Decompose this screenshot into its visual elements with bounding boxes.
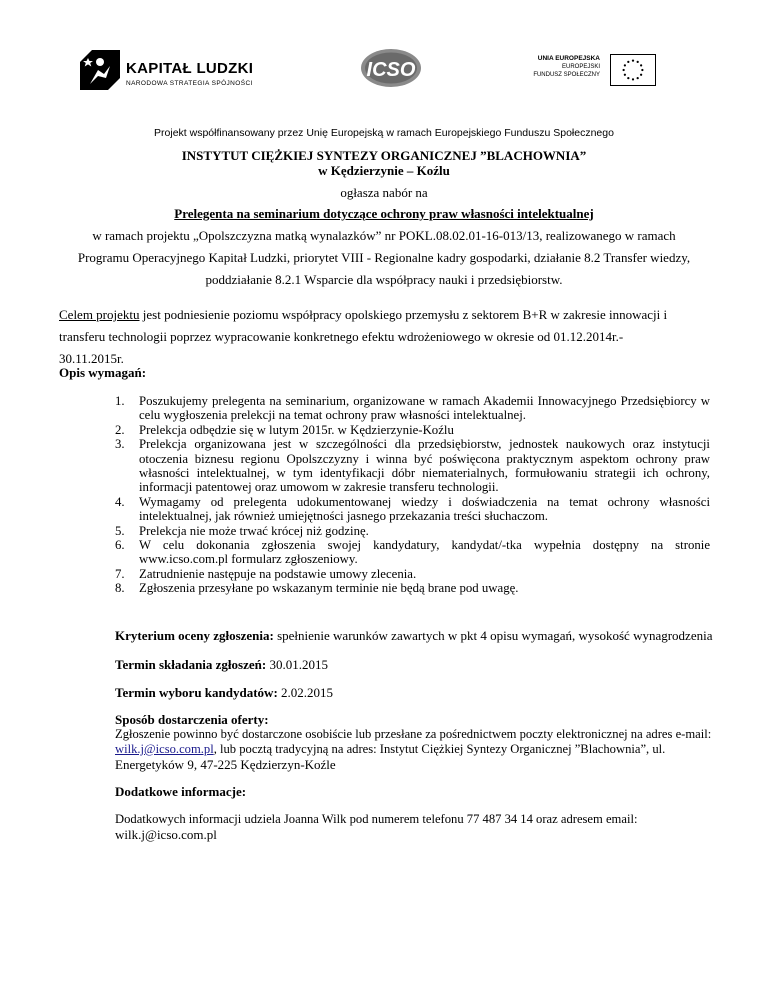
delivery-email-link[interactable]: wilk.j@icso.com.pl [115, 742, 214, 756]
eu-star [623, 69, 625, 71]
deadline-submit-line [115, 657, 328, 672]
additional-heading: Dodatkowe informacje: [115, 784, 247, 799]
eu-star [640, 64, 642, 66]
eu-star [637, 61, 639, 63]
goal-text-1: jest podniesienie poziomu współpracy opolskiego przemysłu z sektorem B+R w zakresie innowacji i [139, 307, 668, 322]
deadline-submit-value: 30.01.2015 [266, 657, 328, 672]
kapital-ludzki-logo [78, 48, 263, 92]
list-item: 6. W celu dokonania zgłoszenia swojej kandydatury, kandydat/-tka wypełnia dostępny na stronie www.icso.com.pl formularz zgłoszeniowy. [115, 538, 710, 567]
delivery-line-3: Energetyków 9, 47-225 Kędzierzyn-Koźle [115, 757, 336, 772]
criteria-line [115, 628, 712, 643]
list-item: 4. Wymagamy od prelegenta udokumentowanej wiedzy i doświadczenia na temat ochrony własności intelektualnej, jak również umiejętności jasnego przekazania treści słuchaczom. [115, 494, 710, 524]
project-line-1: w ramach projektu „Opolszczyzna matką wynalazków” nr POKL.08.02.01-16-013/13, realizowanego w ramach [92, 228, 676, 243]
list-item: 2. Prelekcja odbędzie się w lutym 2015r. w Kędzierzynie-Koźlu [115, 422, 454, 437]
eu-star [627, 77, 629, 79]
list-item: 8. Zgłoszenia przesyłane po wskazanym terminie nie będą brane pod uwagę. [115, 581, 519, 596]
delivery-line-1: Zgłoszenie powinno być dostarczone osobiście lub przesłane za pośrednictwem poczty elektronicznej na adres e-mail: [115, 727, 712, 741]
institute-location: w Kędzierzynie – Koźlu [318, 163, 450, 178]
deadline-select-line [115, 685, 333, 700]
goal-line-1 [59, 307, 667, 322]
eu-star [637, 77, 639, 79]
additional-line-1: Dodatkowych informacji udziela Joanna Wilk pod numerem telefonu 77 487 34 14 oraz adresem email: [115, 812, 638, 826]
project-line-3: poddziałanie 8.2.1 Wsparcie dla współpracy nauki i przedsiębiorstw. [205, 272, 563, 287]
deadline-select-label: Termin wyboru kandydatów: [115, 685, 278, 700]
position-title: Prelegenta na seminarium dotyczące ochrony praw własności intelektualnej [174, 206, 594, 221]
requirements-list [115, 394, 710, 596]
eu-star [624, 74, 626, 76]
criteria-label: Kryterium oceny zgłoszenia: [115, 628, 274, 643]
eu-star [640, 74, 642, 76]
eu-star [627, 61, 629, 63]
eu-line-1: UNIA EUROPEJSKA [537, 55, 600, 62]
list-item: 3. Prelekcja organizowana jest w szczególności dla przedsiębiorstw, jednostek naukowych oraz instytucji otoczenia biznesu regionu Opolszczyzny i winna być poświęcona praktycznym aspektom ochrony praw własności intelektualnej, w tym identyfikacji dóbr niematerialnych, formułowaniu strategii ich ochrony, informacji patentowej oraz umowom w zakresie transferu technologii. [115, 437, 710, 495]
criteria-value: spełnienie warunków zawartych w pkt 4 opisu wymagań, wysokość wynagrodzenia [273, 628, 713, 643]
eu-logo-text [533, 55, 600, 79]
eu-star [632, 60, 634, 62]
kapital-ludzki-subtitle: NARODOWA STRATEGIA SPÓJNOŚCI [126, 80, 253, 87]
institute-name: INSTYTUT CIĘŻKIEJ SYNTEZY ORGANICZNEJ ”BLACHOWNIA” [181, 148, 587, 163]
funding-note: Projekt współfinansowany przez Unię Europejską w ramach Europejskiego Funduszu Społecznego [154, 127, 614, 139]
delivery-line-2 [115, 742, 665, 757]
kapital-ludzki-emblem-icon [78, 48, 122, 92]
kapital-ludzki-title: KAPITAŁ LUDZKI [126, 60, 254, 77]
goal-label: Celem projektu [59, 307, 140, 322]
eu-star [624, 64, 626, 66]
deadline-select-value: 2.02.2015 [277, 685, 334, 700]
goal-line-2: transferu technologii poprzez wypracowanie konkretnego efektu wdrożeniowego w okresie od 01.12.2014r.- [59, 329, 624, 344]
additional-line-2: wilk.j@icso.com.pl [115, 827, 217, 842]
icso-logo-text: ICSO [366, 59, 416, 81]
eu-logo [516, 52, 656, 92]
icso-logo [360, 48, 422, 88]
delivery-heading: Sposób dostarczenia oferty: [115, 712, 269, 727]
eu-line-3: FUNDUSZ SPOŁECZNY [533, 72, 600, 78]
eu-flag-icon [610, 54, 656, 86]
list-item: 1. Poszukujemy prelegenta na seminarium, organizowane w ramach Akademii Innowacyjnego Przedsiębiorcy w celu wygłoszenia prelekcji na temat ochrony praw własności intelektualnej. [115, 394, 710, 423]
list-item: 7. Zatrudnienie następuje na podstawie umowy zlecenia. [115, 566, 417, 581]
requirements-heading: Opis wymagań: [59, 365, 147, 380]
eu-star [641, 69, 643, 71]
project-line-2: Programu Operacyjnego Kapitał Ludzki, priorytet VIII - Regionalne kadry gospodarki, działanie 8.2 Transfer wiedzy, [77, 250, 691, 265]
deadline-submit-label: Termin składania zgłoszeń: [115, 657, 267, 672]
goal-line-3: 30.11.2015r. [59, 351, 124, 366]
eu-line-2: EUROPEJSKI [561, 64, 600, 70]
list-item: 5. Prelekcja nie może trwać krócej niż godzinę. [115, 523, 369, 538]
delivery-line-2-rest: , lub pocztą tradycyjną na adres: Instytut Ciężkiej Syntezy Organicznej ”Blachownia”, ul. [213, 742, 666, 756]
eu-star [632, 78, 634, 80]
announces-text: ogłasza nabór na [340, 185, 428, 200]
